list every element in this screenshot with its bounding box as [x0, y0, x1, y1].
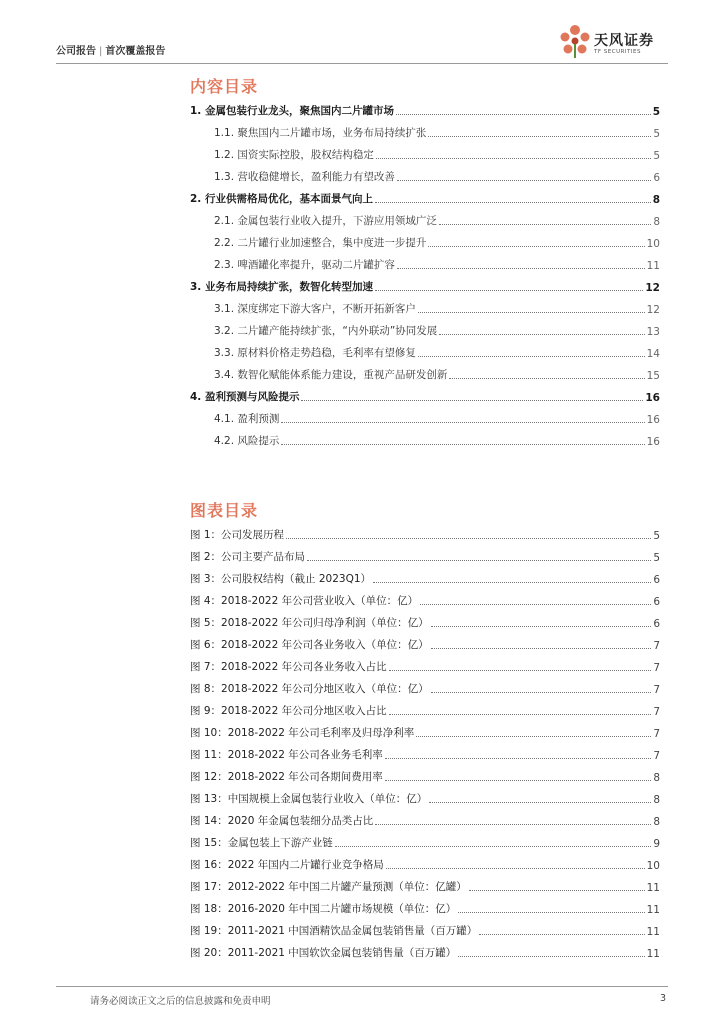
figure-item[interactable]: 图 8：2018-2022 年公司分地区收入（单位：亿） 7 [190, 683, 660, 696]
toc-subitem[interactable]: 1.1. 聚焦国内二片罐市场，业务布局持续扩张 5 [214, 127, 660, 140]
dot-leader [431, 648, 652, 649]
dot-leader [286, 538, 651, 539]
page-header [56, 24, 668, 66]
header-divider [56, 63, 668, 64]
dot-leader [431, 692, 652, 693]
dot-leader [458, 956, 644, 957]
toc-item[interactable]: 3. 业务布局持续扩张，数智化转型加速 12 [190, 281, 660, 294]
figure-item[interactable]: 图 20：2011-2021 中国软饮金属包装销售量（百万罐） 11 [190, 947, 660, 960]
figure-item[interactable]: 图 1：公司发展历程 5 [190, 529, 660, 542]
toc-subitem[interactable]: 4.1. 盈利预测 16 [214, 413, 660, 426]
dot-leader [418, 312, 645, 313]
toc-item[interactable]: 1. 金属包装行业龙头，聚焦国内二片罐市场 5 [190, 105, 660, 118]
figure-item[interactable]: 图 18：2016-2020 年中国二片罐市场规模（单位：亿） 11 [190, 903, 660, 916]
dot-leader [281, 422, 644, 423]
figure-item[interactable]: 图 5：2018-2022 年公司归母净利润（单位：亿） 6 [190, 617, 660, 630]
breadcrumb-separator: | [99, 46, 103, 57]
dot-leader [396, 114, 651, 115]
figure-item[interactable]: 图 16：2022 年国内二片罐行业竞争格局 10 [190, 859, 660, 872]
footer-disclaimer: 请务必阅读正文之后的信息披露和免责申明 [90, 996, 271, 1007]
dot-leader [397, 268, 645, 269]
dot-leader [386, 868, 645, 869]
figure-item[interactable]: 图 15：金属包装上下游产业链 9 [190, 837, 660, 850]
toc-subitem[interactable]: 3.1. 深度绑定下游大客户，不断开拓新客户 12 [214, 303, 660, 316]
figure-item[interactable]: 图 13：中国规模上金属包装行业收入（单位：亿） 8 [190, 793, 660, 806]
toc-title: 内容目录 [190, 77, 259, 96]
toc-subitem[interactable]: 1.2. 国资实际控股，股权结构稳定 5 [214, 149, 660, 162]
dot-leader [376, 158, 651, 159]
breadcrumb [56, 42, 165, 57]
dot-leader [479, 934, 644, 935]
figure-item[interactable]: 图 2：公司主要产品布局 5 [190, 551, 660, 564]
dot-leader [375, 290, 643, 291]
figure-item[interactable]: 图 6：2018-2022 年公司各业务收入（单位：亿） 7 [190, 639, 660, 652]
figure-item[interactable]: 图 10：2018-2022 年公司毛利率及归母净利率 7 [190, 727, 660, 740]
figure-item[interactable]: 图 3：公司股权结构（截止 2023Q1） 6 [190, 573, 660, 586]
dot-leader [397, 180, 651, 181]
logo-name: 天风证券 [594, 33, 654, 49]
dot-leader [389, 670, 652, 671]
figure-item[interactable]: 图 14：2020 年金属包装细分品类占比 8 [190, 815, 660, 828]
figure-item[interactable]: 图 12：2018-2022 年公司各期间费用率 8 [190, 771, 660, 784]
dot-leader [389, 714, 652, 715]
report-type-label: 公司报告 [56, 46, 96, 57]
company-logo [558, 24, 668, 62]
report-subtype-label: 首次覆盖报告 [105, 46, 166, 57]
figures-title: 图表目录 [190, 501, 259, 520]
dot-leader [301, 400, 643, 401]
dot-leader [307, 560, 651, 561]
dot-leader [385, 758, 652, 759]
dot-leader [335, 846, 652, 847]
toc-subitem[interactable]: 3.3. 原材料价格走势趋稳，毛利率有望修复 14 [214, 347, 660, 360]
figure-item[interactable]: 图 19：2011-2021 中国酒精饮品金属包装销售量（百万罐） 11 [190, 925, 660, 938]
dot-leader [469, 890, 645, 891]
dot-leader [428, 246, 644, 247]
dot-leader [439, 334, 644, 335]
dot-leader [420, 604, 651, 605]
figure-item[interactable]: 图 4：2018-2022 年公司营业收入（单位：亿） 6 [190, 595, 660, 608]
dot-leader [458, 912, 644, 913]
dot-leader [429, 802, 651, 803]
dot-leader [416, 736, 651, 737]
dot-leader [439, 224, 651, 225]
toc-subitem[interactable]: 2.3. 啤酒罐化率提升，驱动二片罐扩容 11 [214, 259, 660, 272]
page-number: 3 [659, 993, 666, 1004]
toc-subitem[interactable]: 2.2. 二片罐行业加速整合，集中度进一步提升 10 [214, 237, 660, 250]
toc-item[interactable]: 2. 行业供需格局优化，基本面景气向上 8 [190, 193, 660, 206]
dot-leader [281, 444, 644, 445]
dot-leader [385, 780, 652, 781]
figure-item[interactable]: 图 9：2018-2022 年公司分地区收入占比 7 [190, 705, 660, 718]
dot-leader [418, 356, 645, 357]
toc-subitem[interactable]: 4.2. 风险提示 16 [214, 435, 660, 448]
toc-subitem[interactable]: 3.2. 二片罐产能持续扩张，“内外联动”协同发展 13 [214, 325, 660, 338]
toc-subitem[interactable]: 1.3. 营收稳健增长，盈利能力有望改善 6 [214, 171, 660, 184]
footer-divider [56, 986, 668, 987]
dot-leader [449, 378, 644, 379]
toc-subitem[interactable]: 2.1. 金属包装行业收入提升，下游应用领域广泛 8 [214, 215, 660, 228]
flower-logo-icon [558, 24, 592, 60]
dot-leader [431, 626, 652, 627]
figure-item[interactable]: 图 17：2012-2022 年中国二片罐产量预测（单位：亿罐） 11 [190, 881, 660, 894]
toc-item[interactable]: 4. 盈利预测与风险提示 16 [190, 391, 660, 404]
dot-leader [373, 582, 651, 583]
logo-subtitle: TF SECURITIES [594, 49, 641, 55]
figure-item[interactable]: 图 7：2018-2022 年公司各业务收入占比 7 [190, 661, 660, 674]
dot-leader [375, 824, 651, 825]
toc-subitem[interactable]: 3.4. 数智化赋能体系能力建设，重视产品研发创新 15 [214, 369, 660, 382]
figure-item[interactable]: 图 11：2018-2022 年公司各业务毛利率 7 [190, 749, 660, 762]
dot-leader [375, 202, 651, 203]
dot-leader [428, 136, 651, 137]
